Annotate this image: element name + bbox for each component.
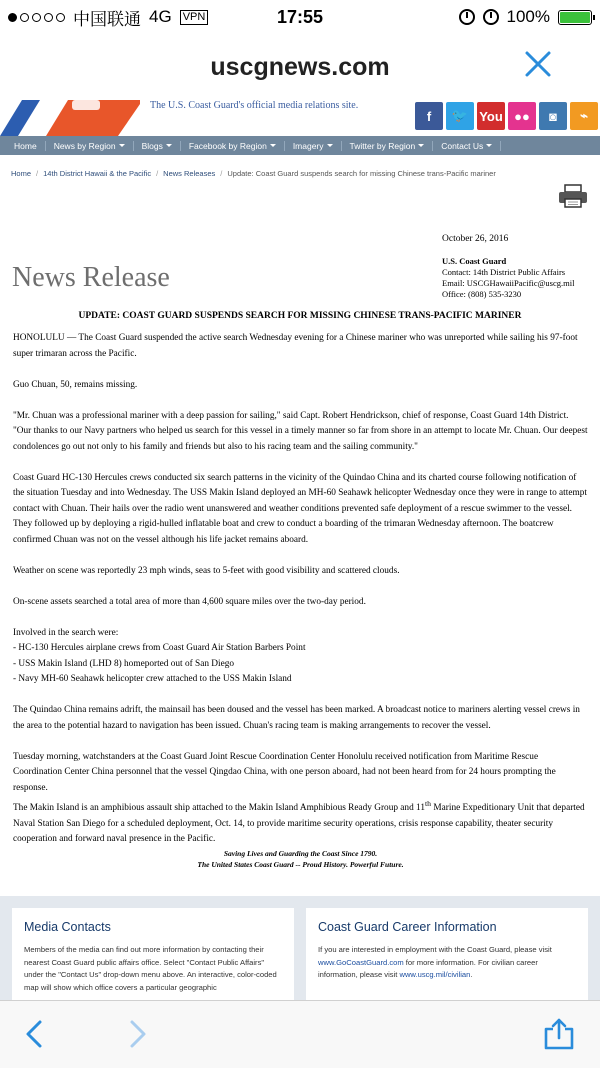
involved-item: - HC-130 Hercules airplane crews from Coast Guard Air Station Barbers Point bbox=[13, 643, 306, 653]
facebook-icon[interactable]: f bbox=[415, 102, 443, 130]
contact-line: Contact: 14th District Public Affairs bbox=[442, 267, 566, 277]
status-bar bbox=[0, 0, 600, 34]
caret-down-icon bbox=[418, 144, 424, 147]
caret-down-icon bbox=[327, 144, 333, 147]
civilian-career-link[interactable]: www.uscg.mil/civilian bbox=[399, 970, 471, 979]
caret-down-icon bbox=[486, 144, 492, 147]
involved-item: - Navy MH-60 Seahawk helicopter crew attached to the USS Makin Island bbox=[13, 674, 292, 684]
paragraph-text: The Makin Island is an amphibious assault ship attached to the Makin Island Amphibious Ready Group and 11 bbox=[13, 803, 426, 814]
caret-down-icon bbox=[270, 144, 276, 147]
motto-line: The United States Coast Guard -- Proud History. Powerful Future. bbox=[197, 859, 404, 869]
page-domain[interactable]: uscgnews.com bbox=[210, 52, 390, 81]
carrier-name: 中国联通 bbox=[73, 9, 141, 29]
card-text: Members of the media can find out more information by contacting their nearest Coast Guard public affairs office. Select "Contact Public Affairs" under the "Contact Us" drop-down menu above. An interactive, color-coded map will show which office covers a particular geographic bbox=[24, 945, 277, 992]
paragraph bbox=[13, 796, 588, 848]
paragraph: "Mr. Chuan was a professional mariner with a deep passion for sailing," said Capt. Robert Hendrickson, chief of response, Coast Guard 14th District. "Our thanks to our Navy partners who helped us search for this vessel in a timely manner so far from shore in an attempt to locate Mr. Chuan. Our deepest condolences go out not only to his family and friends but also to his racing team and the sailing community." bbox=[13, 410, 588, 452]
breadcrumb-separator: / bbox=[220, 169, 223, 178]
nav-item-home[interactable] bbox=[6, 141, 46, 151]
involved-item: - USS Makin Island (LHD 8) homeported out of San Diego bbox=[13, 658, 235, 669]
contact-office: Office: (808) 535-3230 bbox=[442, 289, 522, 299]
breadcrumb-link[interactable]: News Releases bbox=[163, 169, 216, 178]
nav-item-twitter-by-region[interactable] bbox=[342, 141, 434, 151]
contact-email: Email: USCGHawaiiPacific@uscg.mil bbox=[442, 278, 575, 288]
share-icon[interactable] bbox=[542, 1017, 576, 1051]
media-contacts-card bbox=[12, 908, 294, 1000]
nav-item-blogs[interactable] bbox=[134, 141, 181, 151]
caret-down-icon bbox=[166, 144, 172, 147]
site-tagline: The U.S. Coast Guard's official media relations site. bbox=[150, 100, 359, 111]
paragraph: On-scene assets searched a total area of more than 4,600 square miles over the two-day period. bbox=[13, 596, 366, 607]
card-title: Media Contacts bbox=[24, 920, 111, 934]
browser-toolbar bbox=[0, 1000, 600, 1068]
nav-item-label: Facebook by Region bbox=[188, 140, 267, 151]
nav-item-contact-us[interactable] bbox=[433, 141, 501, 151]
clock: 17:55 bbox=[276, 6, 324, 27]
breadcrumb bbox=[11, 169, 496, 178]
social-links bbox=[415, 102, 598, 130]
rss-icon[interactable]: ⌁ bbox=[570, 102, 598, 130]
nav-item-imagery[interactable] bbox=[285, 141, 342, 151]
motto-line: Saving Lives and Guarding the Coast Since 1790. bbox=[223, 848, 378, 858]
battery-icon bbox=[558, 10, 592, 25]
career-info-card bbox=[306, 908, 588, 1000]
contact-block bbox=[442, 256, 574, 300]
info-cards bbox=[0, 896, 600, 1000]
battery-percent: 100% bbox=[506, 7, 550, 26]
coast-guard-stripe-logo bbox=[0, 100, 140, 136]
breadcrumb-current: Update: Coast Guard suspends search for missing Chinese trans-Pacific mariner bbox=[227, 169, 496, 178]
site-header bbox=[0, 100, 600, 136]
carrier-info bbox=[8, 5, 208, 30]
paragraph: Coast Guard HC-130 Hercules crews conducted six search patterns in the vicinity of the Quindao China and its charted course following notification of the situation Tuesday and into Wednesday. The USS Makin Island deployed an MH-60 Seahawk helicopter Wednesday once they were in range to attempt contact with Chuan. Their hails over the radio went unanswered and weather conditions prevented safe deployment of a rescue swimmer to the vessel. They followed up by deploying a rigid-hulled inflatable boat and crew to conduct a boarding of the trimaran Wednesday afternoon. The boatcrew confirmed Chuan was not on the vessel although his life jacket remains aboard. bbox=[13, 472, 587, 545]
nav-item-label: Home bbox=[14, 140, 37, 151]
chevron-right-icon[interactable] bbox=[120, 1017, 154, 1051]
orientation-lock-icon bbox=[459, 9, 475, 25]
paragraph: Guo Chuan, 50, remains missing. bbox=[13, 379, 138, 390]
chevron-left-icon[interactable] bbox=[18, 1017, 52, 1051]
twitter-icon[interactable]: 🐦 bbox=[446, 102, 474, 130]
main-nav bbox=[0, 136, 600, 155]
breadcrumb-link[interactable]: Home bbox=[11, 169, 32, 178]
card-text-part: for more information. For civilian career information, please visit bbox=[318, 957, 538, 979]
nav-item-label: Contact Us bbox=[441, 140, 484, 151]
nav-item-label: Blogs bbox=[141, 140, 163, 151]
release-headline: UPDATE: COAST GUARD SUSPENDS SEARCH FOR MISSING CHINESE TRANS-PACIFIC MARINER bbox=[78, 311, 522, 321]
close-x-icon[interactable] bbox=[522, 48, 554, 80]
paragraph-text: Marine Expeditionary Unit that departed Naval Station San Diego for a scheduled deployment, Oct. 14, to provide maritime security operations, crisis response capability, theater security cooperation and forward naval presence in the Pacific. bbox=[13, 803, 585, 845]
superscript: th bbox=[425, 799, 432, 808]
gocoastguard-link[interactable]: www.GoCoastGuard.com bbox=[318, 957, 404, 967]
youtube-icon[interactable]: You bbox=[477, 102, 505, 130]
contact-org: U.S. Coast Guard bbox=[442, 256, 507, 266]
card-text bbox=[318, 944, 576, 982]
instagram-icon[interactable]: ◙ bbox=[539, 102, 567, 130]
breadcrumb-separator: / bbox=[156, 169, 159, 178]
printer-icon[interactable] bbox=[558, 184, 588, 208]
breadcrumb-link[interactable]: 14th District Hawaii & the Pacific bbox=[43, 169, 152, 178]
flickr-icon[interactable]: ●● bbox=[508, 102, 536, 130]
nav-item-label: Twitter by Region bbox=[349, 140, 416, 151]
paragraph: The Quindao China remains adrift, the mainsail has been doused and the vessel has been marked. A broadcast notice to mariners alerting vessel crews in the area to the potential hazard to navigation has been issued. Chuan's racing team is making arrangements to recover the vessel. bbox=[13, 705, 580, 731]
paragraph: HONOLULU — The Coast Guard suspended the active search Wednesday evening for a Chinese mariner who was unreported while sailing his 97-foot super trimaran across the Pacific. bbox=[13, 333, 578, 359]
url-bar[interactable] bbox=[0, 34, 600, 100]
nav-item-facebook-by-region[interactable] bbox=[181, 141, 285, 151]
alarm-icon bbox=[483, 9, 499, 25]
release-body bbox=[13, 331, 588, 870]
caret-down-icon bbox=[119, 144, 125, 147]
nav-item-news-by-region[interactable] bbox=[46, 141, 134, 151]
page-title: News Release bbox=[12, 262, 170, 293]
card-title: Coast Guard Career Information bbox=[318, 920, 497, 934]
network-type: 4G bbox=[149, 7, 172, 26]
breadcrumb-separator: / bbox=[36, 169, 39, 178]
release-date: October 26, 2016 bbox=[442, 234, 509, 244]
paragraph: Tuesday morning, watchstanders at the Coast Guard Joint Rescue Coordination Center Honolulu received notification from Maritime Rescue Coordination Center China personnel that the vessel Qingdao China, with one person aboard, had not been heard from for 24 hours prompting the response. bbox=[13, 751, 556, 793]
card-text-part: . bbox=[470, 970, 473, 979]
involved-heading: Involved in the search were: bbox=[13, 627, 119, 638]
signal-strength-icon bbox=[8, 13, 65, 22]
card-text-part: If you are interested in employment with the Coast Guard, please visit bbox=[318, 945, 552, 954]
nav-item-label: Imagery bbox=[292, 140, 324, 151]
nav-item-label: News by Region bbox=[53, 140, 116, 151]
vpn-badge: VPN bbox=[180, 10, 209, 25]
battery-fill bbox=[560, 12, 590, 23]
paragraph: Weather on scene was reportedly 23 mph winds, seas to 5-feet with good visibility and scattered clouds. bbox=[13, 565, 400, 576]
